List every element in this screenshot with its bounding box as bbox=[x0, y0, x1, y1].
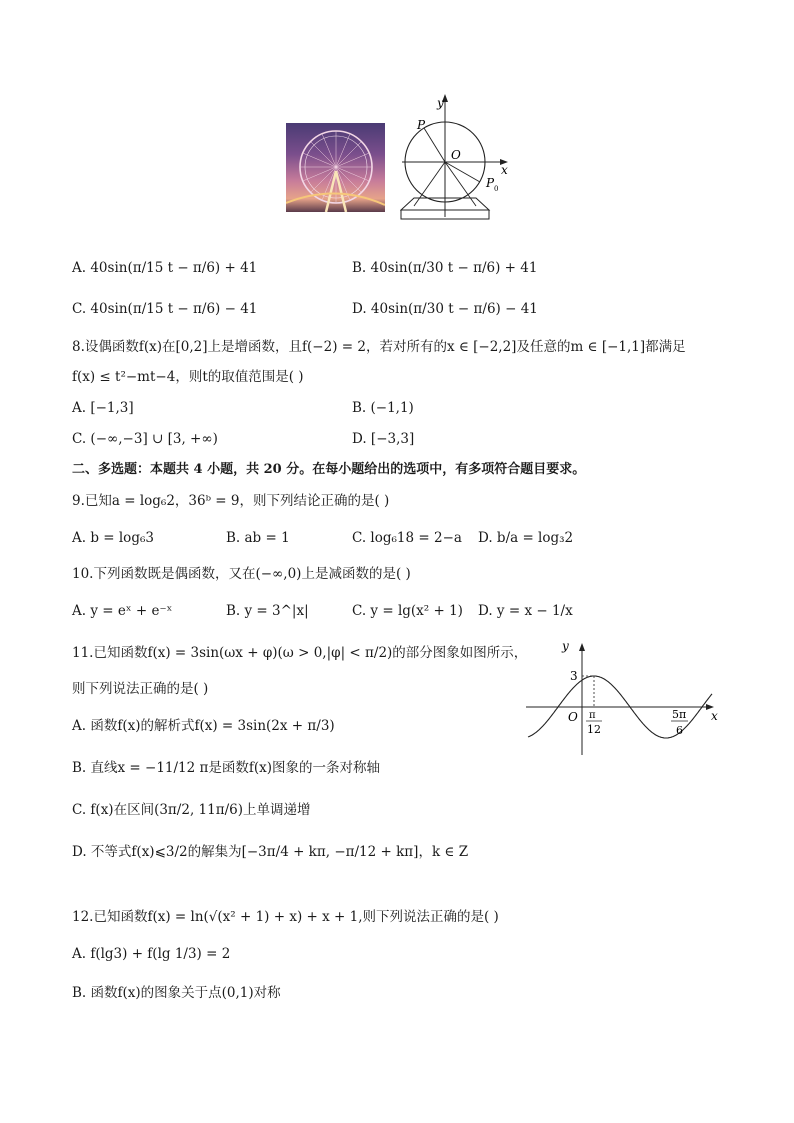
q7-option-b: B. 40sin(π/30 t − π/6) + 41 bbox=[352, 260, 538, 276]
q7-option-c: C. 40sin(π/15 t − π/6) − 41 bbox=[72, 301, 258, 317]
ferris-wheel-diagram bbox=[400, 92, 515, 222]
graph-tick1-den: 12 bbox=[587, 723, 601, 736]
diagram-p0-subscript: 0 bbox=[494, 185, 499, 193]
q11-option-b: B. 直线x = −11/12 π是函数f(x)图象的一条对称轴 bbox=[72, 760, 381, 776]
q11-stem-line2: 则下列说法正确的是( ) bbox=[72, 681, 209, 697]
graph-y-arrow bbox=[579, 643, 585, 651]
graph-tick2-den: 6 bbox=[676, 724, 683, 737]
q8-stem-line1: 8.设偶函数f(x)在[0,2]上是增函数，且f(−2) = 2，若对所有的x ∈ [−2,2]及任意的m ∈ [−1,1]都满足 bbox=[72, 339, 686, 355]
diagram-p0-label: P bbox=[486, 176, 495, 190]
graph-origin-label: O bbox=[568, 710, 578, 724]
q10-option-d: D. y = x − 1/x bbox=[478, 603, 573, 619]
radius-to-p bbox=[424, 128, 445, 162]
q9-stem: 9.已知a = log₆2，36ᵇ = 9，则下列结论正确的是( ) bbox=[72, 493, 390, 509]
q9-option-a: A. b = log₆3 bbox=[72, 530, 154, 546]
q9-option-d: D. b/a = log₃2 bbox=[478, 530, 574, 546]
q8-stem-line2: f(x) ≤ t²−mt−4，则t的取值范围是( ) bbox=[72, 369, 304, 385]
section-2-heading: 二、多选题：本题共 4 小题，共 20 分。在每小题给出的选项中，有多项符合题目要求。 bbox=[72, 462, 586, 477]
q11-option-d: D. 不等式f(x)⩽3/2的解集为[−3π/4 + kπ, −π/12 + kπ]，k ∈ Z bbox=[72, 844, 469, 860]
diagram-y-label: y bbox=[437, 96, 444, 110]
q11-option-c: C. f(x)在区间(3π/2, 11π/6)上单调递增 bbox=[72, 802, 311, 818]
q10-stem: 10.下列函数既是偶函数，又在(−∞,0)上是减函数的是( ) bbox=[72, 566, 411, 582]
q8-option-c: C. (−∞,−3] ∪ [3, +∞) bbox=[72, 431, 218, 447]
q12-stem: 12.已知函数f(x) = ln(√(x² + 1) + x) + x + 1,则下列说法正确的是( ) bbox=[72, 909, 499, 925]
q10-option-b: B. y = 3^|x| bbox=[226, 603, 309, 619]
q12-option-a: A. f(lg3) + f(lg 1/3) = 2 bbox=[72, 946, 231, 962]
q10-option-a: A. y = eˣ + e⁻ˣ bbox=[72, 603, 173, 619]
q9-option-c: C. log₆18 = 2−a bbox=[352, 530, 462, 546]
graph-x-label: x bbox=[711, 709, 718, 723]
q11-sine-graph bbox=[524, 635, 724, 760]
ferris-wheel-photo-drawing bbox=[286, 123, 385, 212]
graph-tick2-num: 5π bbox=[672, 708, 687, 721]
diagram-origin-label: O bbox=[451, 148, 461, 162]
graph-y-label: y bbox=[562, 639, 569, 653]
q8-option-d: D. [−3,3] bbox=[352, 431, 415, 447]
diagram-x-label: x bbox=[501, 163, 508, 177]
ferris-wheel-photo bbox=[286, 123, 385, 212]
q9-option-b: B. ab = 1 bbox=[226, 530, 290, 546]
q8-option-b: B. (−1,1) bbox=[352, 400, 414, 416]
q8-option-a: A. [−1,3] bbox=[72, 400, 134, 416]
q7-option-d: D. 40sin(π/30 t − π/6) − 41 bbox=[352, 301, 538, 317]
q11-option-a: A. 函数f(x)的解析式f(x) = 3sin(2x + π/3) bbox=[72, 718, 335, 734]
radius-to-p0 bbox=[445, 162, 480, 182]
graph-tick1-num: π bbox=[589, 710, 596, 721]
q10-option-c: C. y = lg(x² + 1) bbox=[352, 603, 463, 619]
q12-option-b: B. 函数f(x)的图象关于点(0,1)对称 bbox=[72, 985, 281, 1001]
q11-stem-line1: 11.已知函数f(x) = 3sin(ωx + φ)(ω > 0,|φ| < π/2)的部分图象如图所示， bbox=[72, 645, 528, 661]
q7-option-a: A. 40sin(π/15 t − π/6) + 41 bbox=[72, 260, 258, 276]
diagram-p-label: P bbox=[417, 118, 426, 132]
graph-amplitude-label: 3 bbox=[570, 669, 578, 683]
